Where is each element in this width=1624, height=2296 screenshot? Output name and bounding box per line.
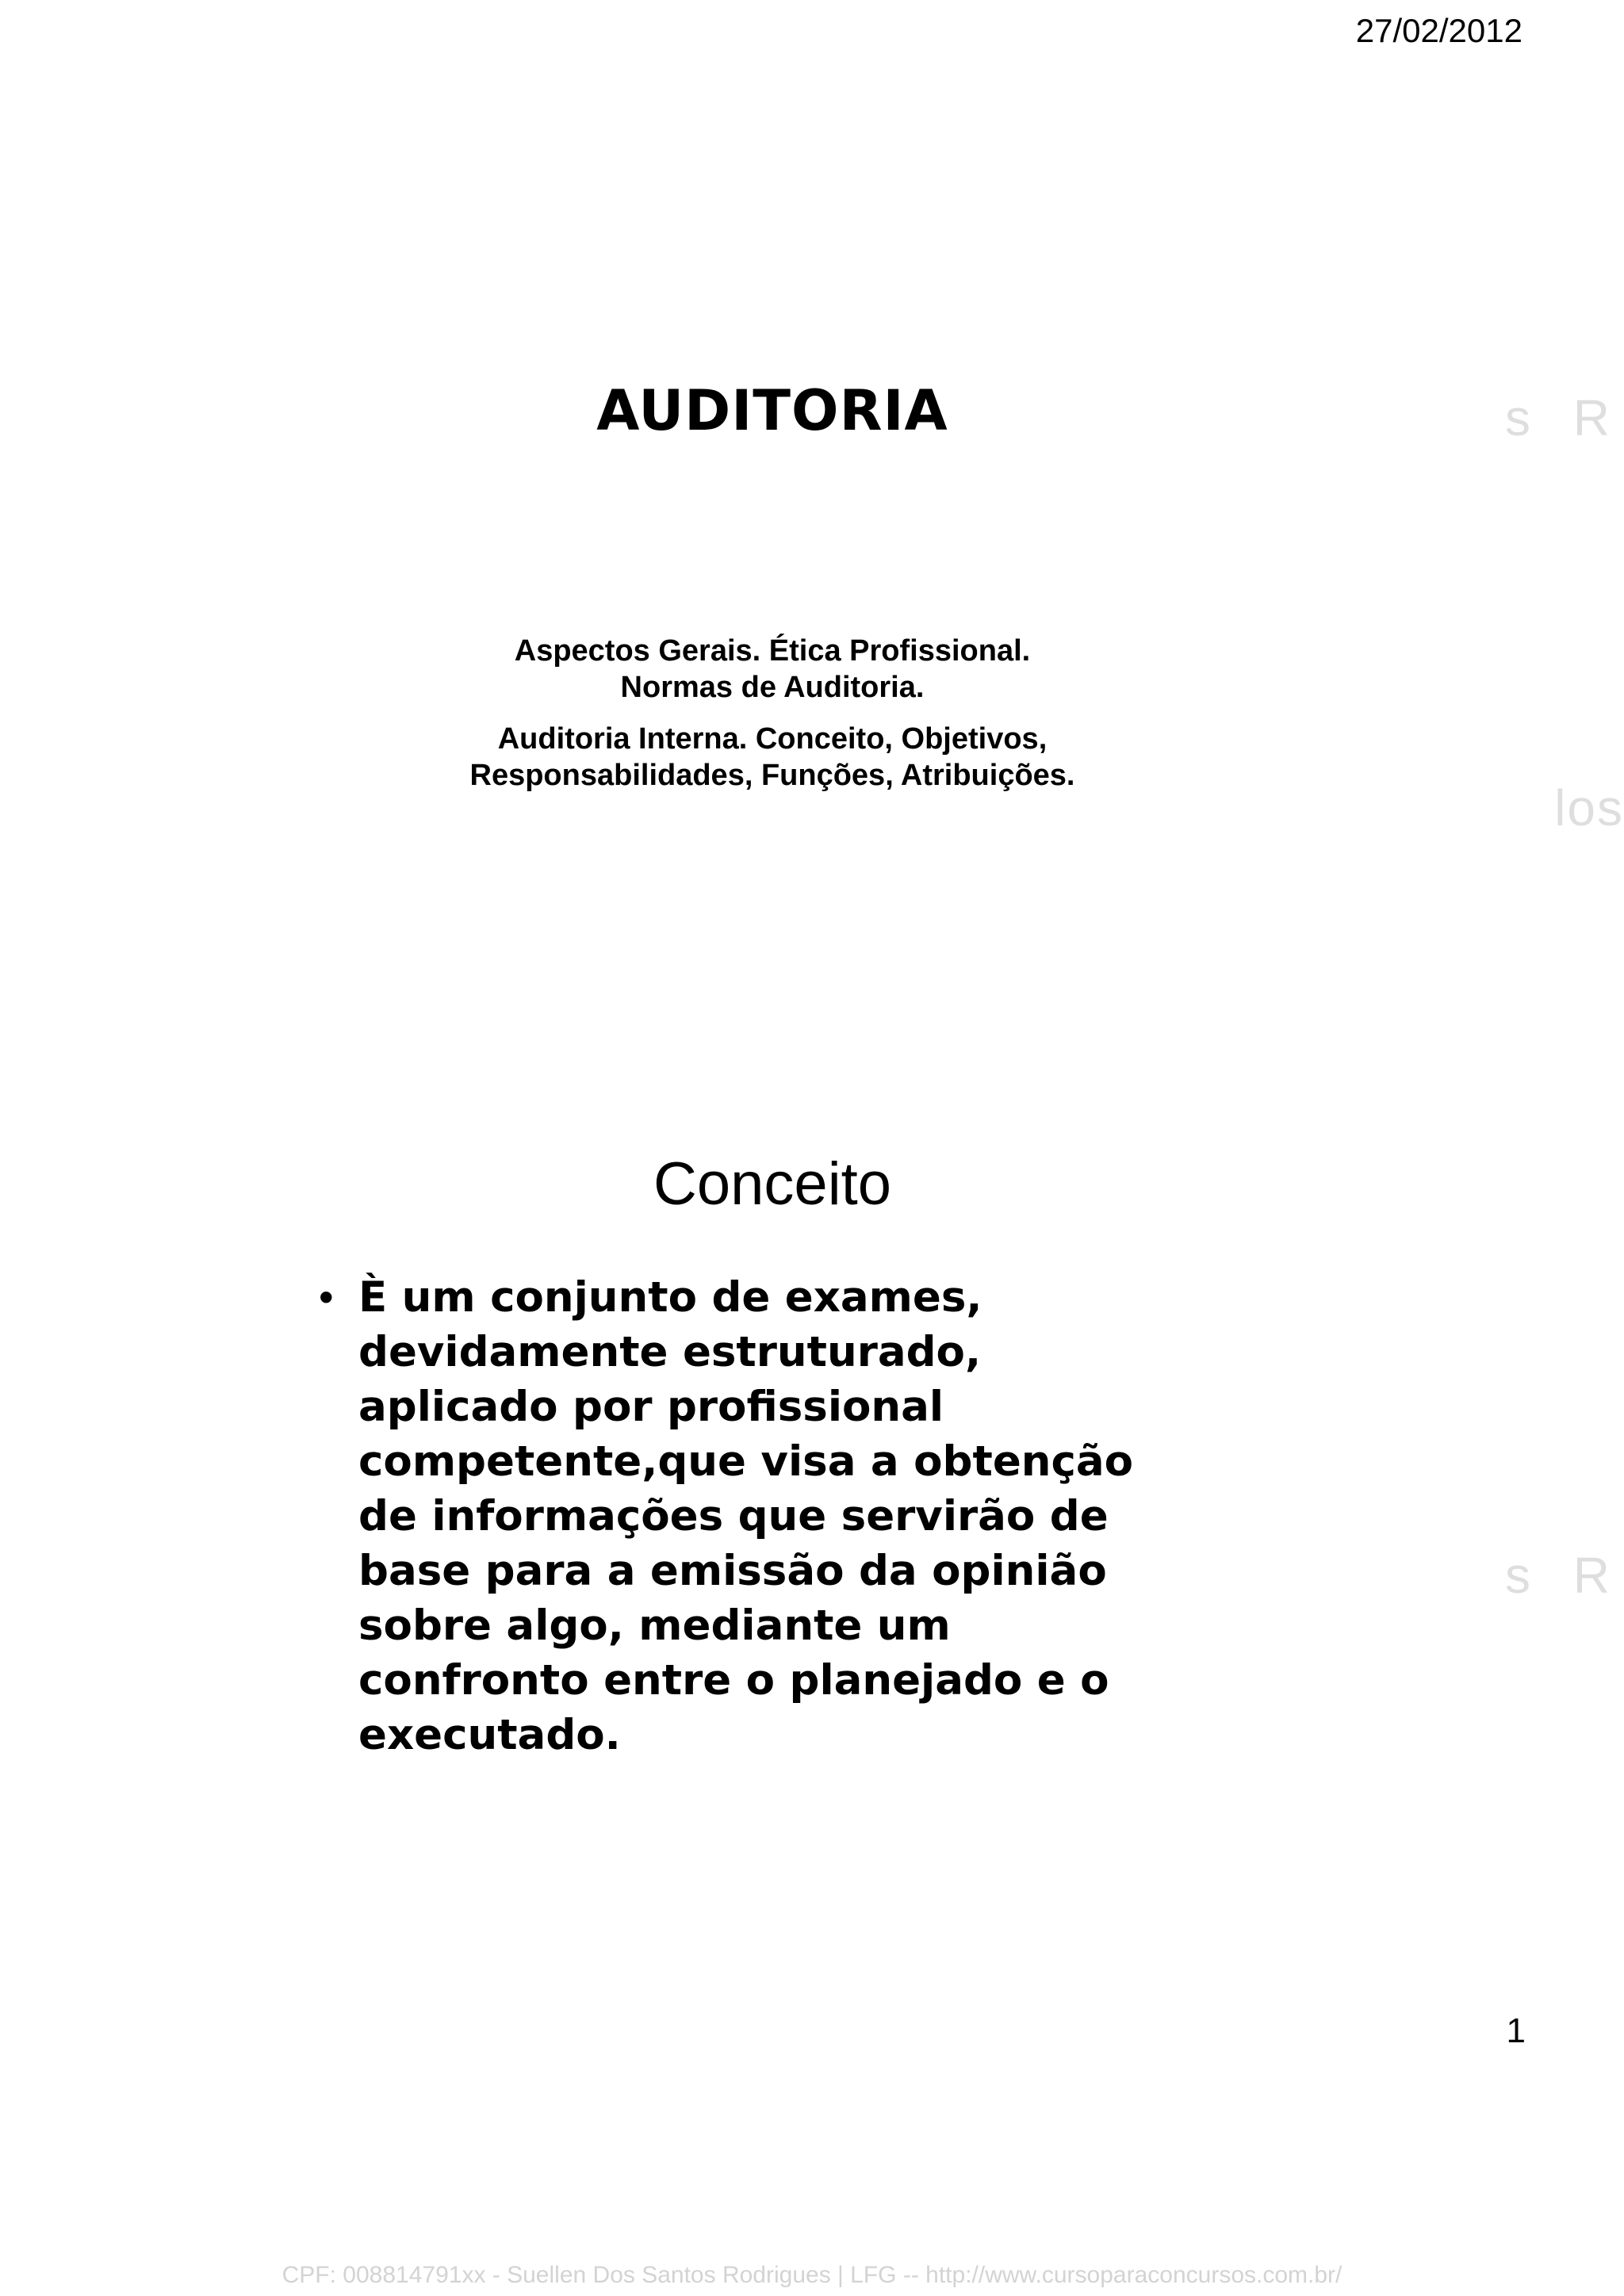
- bullet-line: aplicado por profissional: [358, 1383, 944, 1431]
- slide-title: AUDITORIA: [596, 378, 948, 443]
- watermark-fragment: s R: [1505, 1547, 1624, 1604]
- bullet-line: de informações que servirão de: [358, 1492, 1109, 1540]
- watermark-fragment: los: [1554, 779, 1624, 836]
- subtitle-line: Responsabilidades, Funções, Atribuições.: [469, 759, 1075, 793]
- bullet-line: sobre algo, mediante um: [358, 1601, 951, 1650]
- section-heading: Conceito: [653, 1150, 891, 1218]
- subtitle-line: Auditoria Interna. Conceito, Objetivos,: [497, 721, 1048, 756]
- bullet-marker: •: [319, 1274, 334, 1321]
- document-date: 27/02/2012: [1355, 12, 1522, 49]
- page-number: 1: [1506, 2011, 1526, 2050]
- bullet-line: devidamente estruturado,: [358, 1328, 982, 1376]
- bullet-line: base para a emissão da opinião: [358, 1547, 1107, 1595]
- bullet-line: È um conjunto de exames,: [358, 1273, 982, 1322]
- slide-subtitle: [0, 633, 1545, 794]
- subtitle-line: Normas de Auditoria.: [620, 671, 925, 705]
- bullet-text: [358, 1270, 1239, 1762]
- bullet-line: executado.: [358, 1711, 621, 1759]
- watermark-fragment: s R: [1505, 389, 1624, 446]
- bullet-line: competente,que visa a obtenção: [358, 1437, 1134, 1486]
- subtitle-line: Aspectos Gerais. Ética Profissional.: [514, 634, 1031, 668]
- bullet-paragraph: [319, 1270, 1239, 1762]
- bullet-line: confronto entre o planejado e o: [358, 1656, 1109, 1705]
- footer-watermark: CPF: 008814791xx - Suellen Dos Santos Rodrigues | LFG -- http://www.cursoparaconcursos.com.br/: [282, 2262, 1342, 2288]
